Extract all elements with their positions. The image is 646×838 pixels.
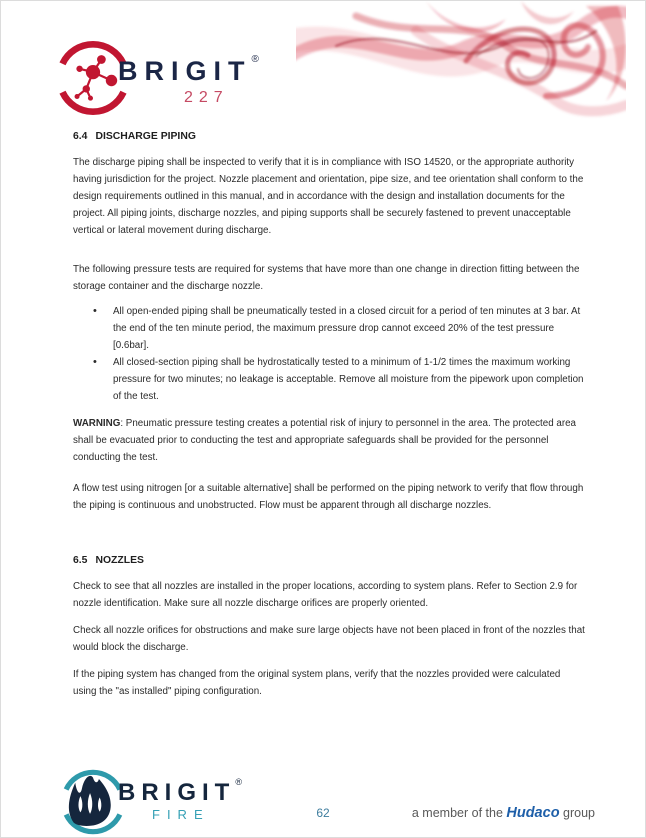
warning-paragraph (73, 415, 585, 466)
hudaco-membership-line (412, 805, 595, 821)
section-64-paragraph-2: The following pressure tests are required for systems that have more than one change in direction fitting between the storage container and the discharge nozzle. (73, 264, 580, 292)
page-body (73, 128, 585, 710)
header-brand-text: BRIGIT (118, 56, 252, 86)
page-number: 62 (316, 806, 330, 820)
footer-variant-label: FIRE (152, 807, 210, 822)
hudaco-brand: Hudaco (506, 805, 560, 821)
section-64-number: 6.4 (73, 131, 88, 142)
section-64-title: DISCHARGE PIPING (95, 131, 196, 142)
section-65-paragraph-3: If the piping system has changed from the original system plans, verify that the nozzles provided were calculated using the "as installed" piping configuration. (73, 669, 561, 697)
header-variant-label: 227 (184, 89, 229, 106)
section-65-heading (73, 552, 585, 569)
section-64-paragraph-1: The discharge piping shall be inspected to verify that it is in compliance with ISO 14520, or the appropriate authority having jurisdiction for the project. Nozzle placement and orientation, pipe size, and tee orientation shall conform to the design requirements outlined in this manual, and in accordance with the design and installation documents for the project. All piping joints, discharge nozzles, and piping supports shall be securely fastened to prevent unacceptable vertical or lateral movement during discharge. (73, 157, 584, 236)
section-64-heading (73, 128, 585, 145)
membership-suffix: group (559, 806, 595, 820)
warning-text: : Pneumatic pressure testing creates a potential risk of injury to personnel in the area. The protected area shall be evacuated prior to conducting the test and appropriate safeguards shall be provided for the personnel conducting the test. (73, 418, 576, 463)
section-65-number: 6.5 (73, 555, 88, 566)
footer-brand-text: BRIGIT (118, 779, 236, 806)
section-65-title: NOZZLES (95, 555, 144, 566)
warning-label: WARNING (73, 418, 121, 429)
bullet-item-closed-section: • All closed-section piping shall be hydrostatically tested to a minimum of 1-1/2 times the maximum working pressure for two minutes; no leakage is acceptable. Remove all moisture from the pipework upon completion of the test. (73, 354, 585, 405)
bullet-item-open-ended: • All open-ended piping shall be pneumatically tested in a closed circuit for a period of ten minutes at 3 bar. At the end of the ten minute period, the maximum pressure drop cannot exceed 20% of the test pressure [0.6bar]. (73, 303, 585, 354)
section-65-paragraph-2: Check all nozzle orifices for obstructions and make sure large objects have not been placed in front of the nozzles that would block the discharge. (73, 625, 585, 653)
pressure-test-bullet-list (73, 303, 585, 405)
section-65-paragraph-1: Check to see that all nozzles are installed in the proper locations, according to system plans. Refer to Section 2.9 for nozzle identification. Make sure all nozzle discharge orifices are properly oriented. (73, 581, 578, 609)
footer-registered-mark: ® (235, 777, 242, 787)
section-64-paragraph-3: A flow test using nitrogen [or a suitable alternative] shall be performed on the piping network to verify that flow through the piping is continuous and unobstructed. Flow must be apparent through all discharge nozzles. (73, 483, 584, 511)
footer-brand-wordmark (118, 777, 242, 807)
header-brand-wordmark (118, 54, 259, 87)
red-smoke-graphic (296, 1, 626, 129)
section-65 (73, 552, 585, 700)
membership-prefix: a member of the (411, 806, 507, 820)
registered-mark: ® (251, 54, 259, 65)
